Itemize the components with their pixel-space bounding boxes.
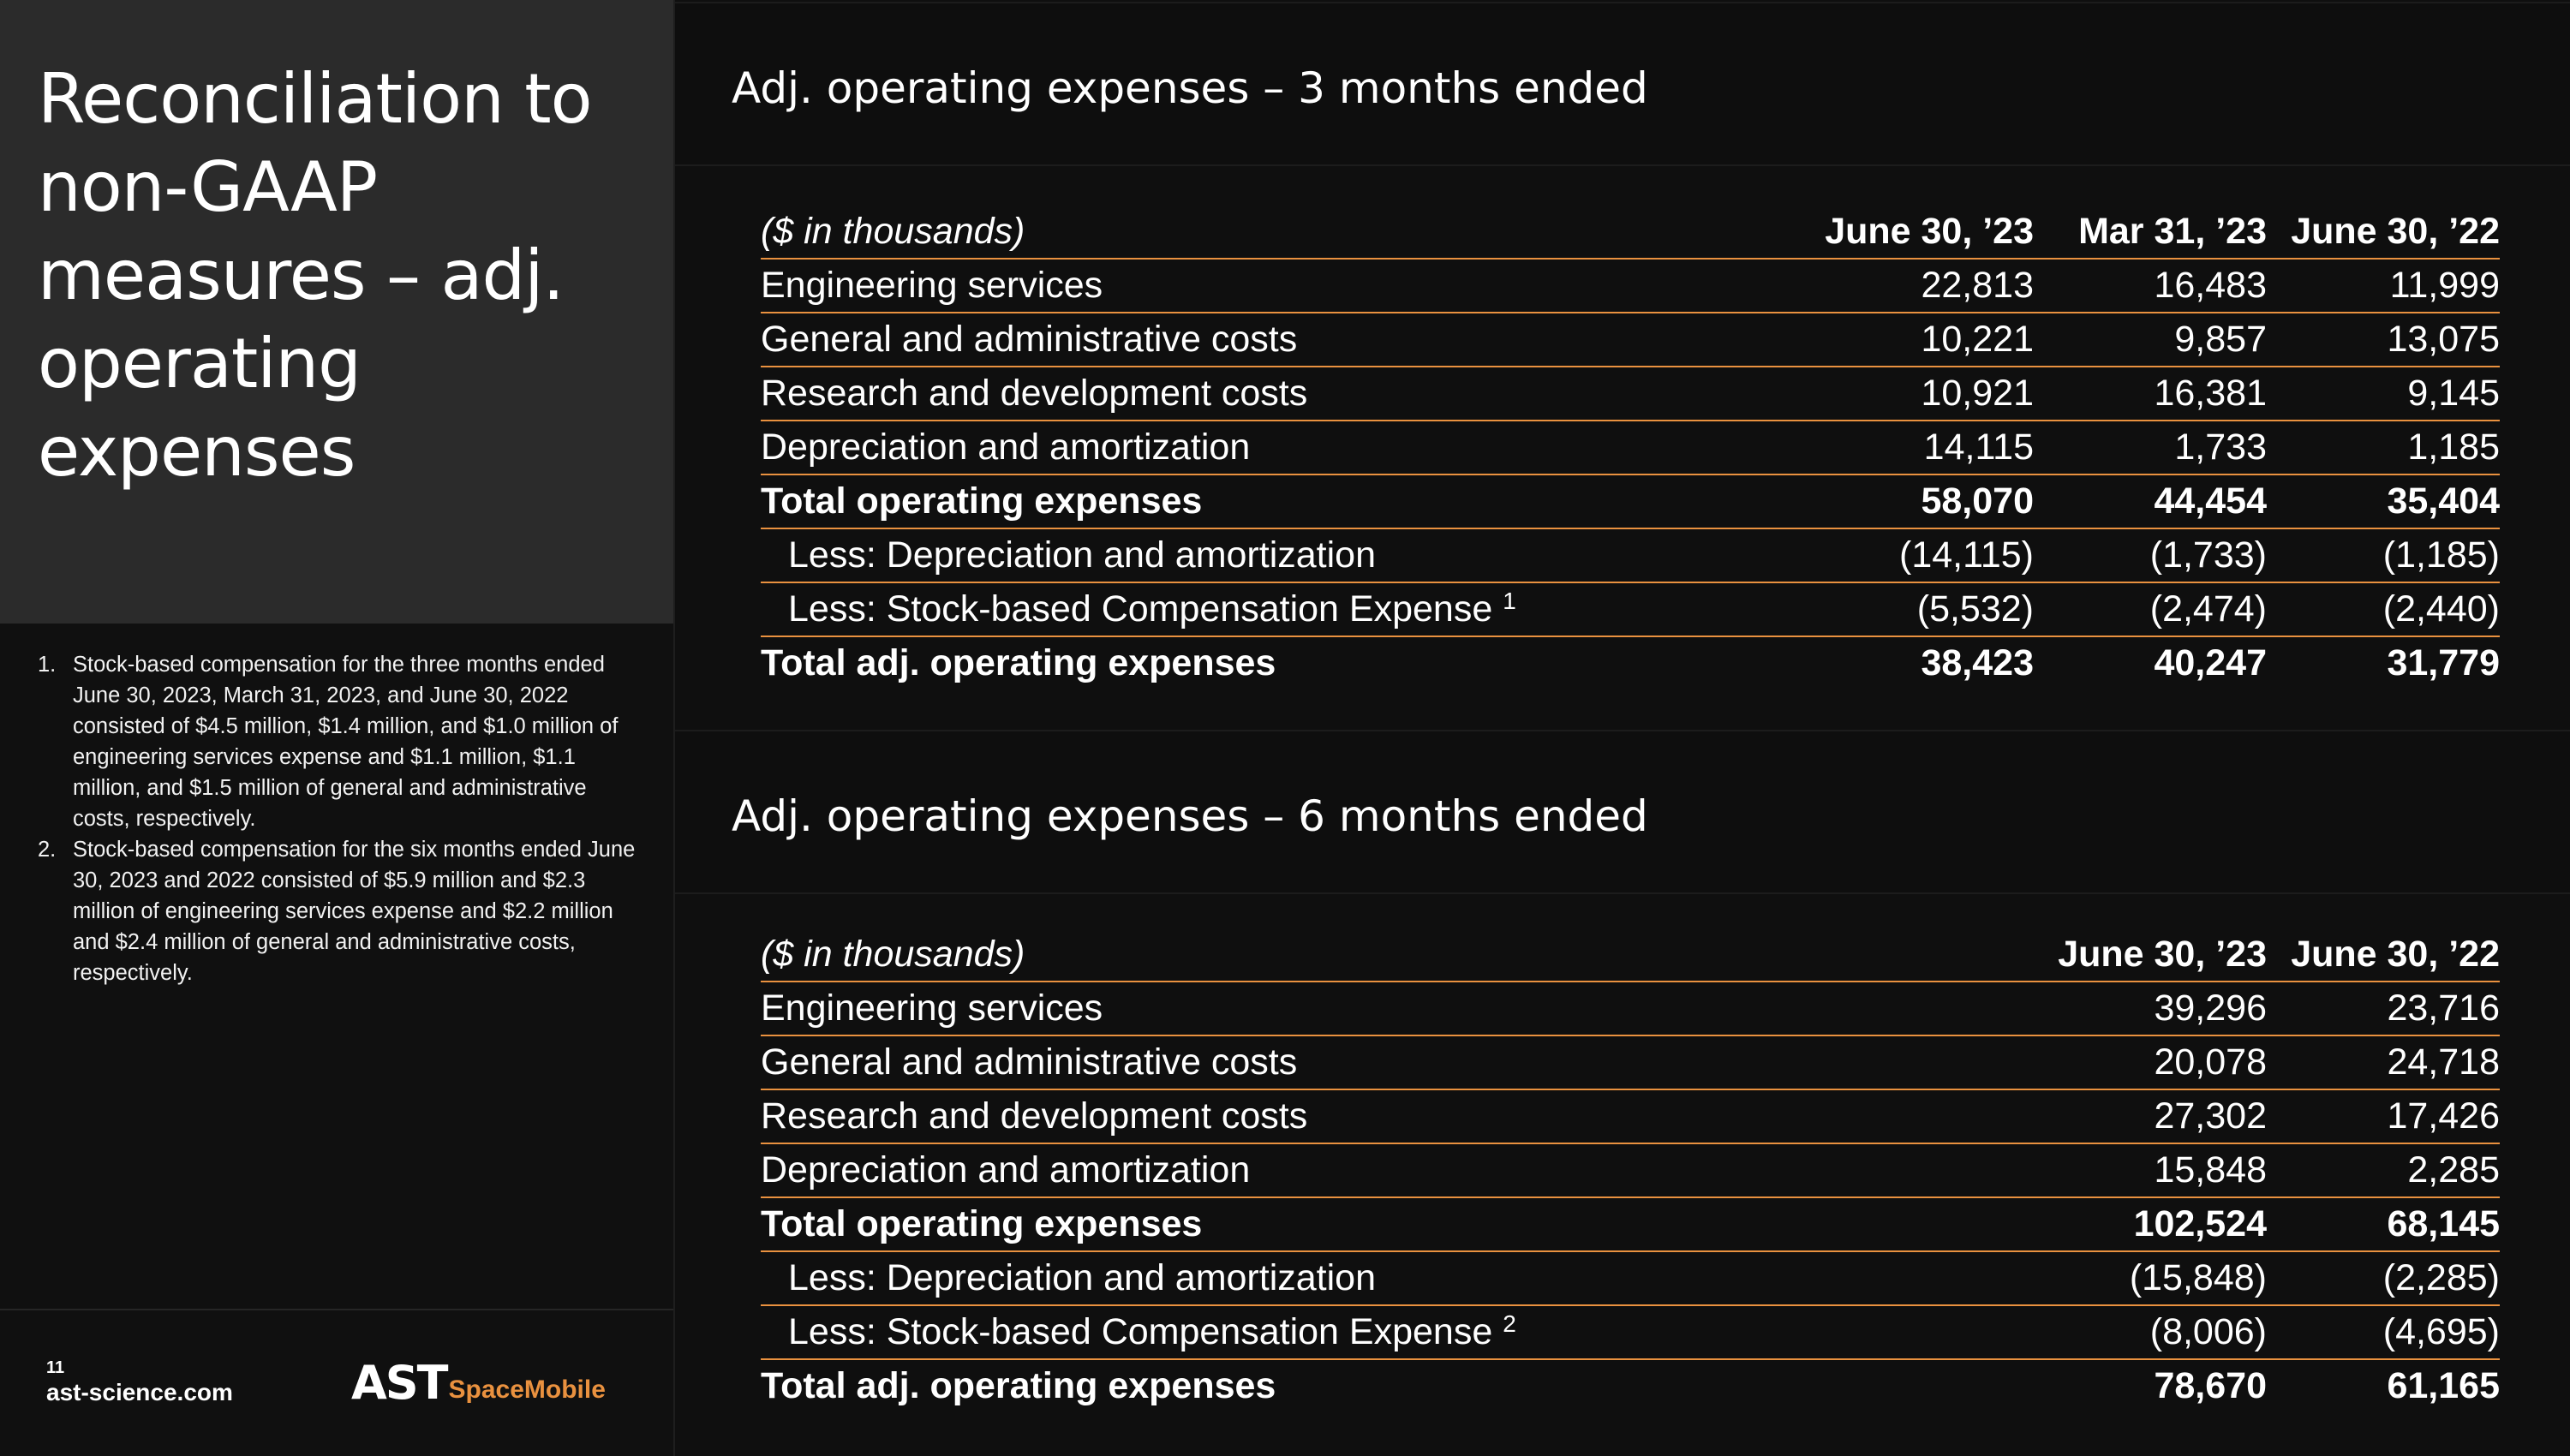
row-label: Less: Stock-based Compensation Expense [788,588,1493,630]
table-header-row [761,928,2500,982]
row-label: General and administrative costs [761,313,1801,367]
logo-sub-text: SpaceMobile [448,1375,606,1404]
row-label: Less: Depreciation and amortization [761,528,1801,582]
table-row-total [761,636,2500,689]
cell-value: 15,848 [2034,1143,2267,1197]
cell-value: (5,532) [1801,582,2034,636]
cell-value: 9,857 [2034,313,2267,367]
footnote-number: 2. [38,838,57,862]
section-heading: Adj. operating expenses – 6 months ended [732,791,1648,841]
cell-value: 14,115 [1801,421,2034,474]
cell-value: (14,115) [1801,528,2034,582]
sidebar-divider [0,1309,673,1310]
cell-value: 68,145 [2267,1197,2500,1251]
table-row [761,528,2500,582]
cell-value: 2,285 [2267,1143,2500,1197]
cell-value: 16,381 [2034,367,2267,421]
cell-value: 61,165 [2387,1365,2500,1406]
table-row [761,1089,2500,1143]
table-row [761,1143,2500,1197]
table-row [761,421,2500,474]
footnote-ref: 2 [1503,1310,1516,1337]
cell-value: 1,185 [2267,421,2500,474]
column-header: June 30, ’22 [2267,206,2500,259]
table-row [761,1305,2500,1359]
unit-label: ($ in thousands) [761,206,1801,259]
row-label: Depreciation and amortization [761,421,1801,474]
row-label: Engineering services [761,259,1801,313]
footnotes [38,649,637,988]
table-3-months [761,206,2500,689]
cell-value: 35,404 [2267,474,2500,528]
cell-value: 16,483 [2034,259,2267,313]
table-row-total [761,1359,2500,1412]
cell-value: 13,075 [2267,313,2500,367]
sidebar [0,0,675,1456]
row-label: General and administrative costs [761,1035,2034,1089]
cell-value: (2,474) [2034,582,2267,636]
cell-value: 58,070 [1801,474,2034,528]
cell-value: 102,524 [2034,1197,2267,1251]
cell-value: 20,078 [2034,1035,2267,1089]
column-header: Mar 31, ’23 [2034,206,2267,259]
unit-label: ($ in thousands) [761,928,2034,982]
row-label-cell [761,582,1801,636]
cell-value: 38,423 [1921,642,2034,683]
row-label: Engineering services [761,982,2034,1035]
table-row [761,313,2500,367]
cell-value: 27,302 [2034,1089,2267,1143]
section-heading: Adj. operating expenses – 3 months ended [732,63,1648,113]
cell-value: 11,999 [2267,259,2500,313]
cell-value: (2,285) [2267,1251,2500,1305]
slide-title: Reconciliation to non-GAAP measures – adj. operating expenses [38,59,592,492]
cell-value: (1,733) [2034,528,2267,582]
cell-value: 40,247 [2154,642,2267,683]
row-label-cell [761,1305,2034,1359]
cell-value: 1,733 [2034,421,2267,474]
row-label: Depreciation and amortization [761,1143,2034,1197]
table-row [761,259,2500,313]
table-row [761,582,2500,636]
ast-spacemobile-logo [351,1356,606,1410]
column-header: June 30, ’23 [2034,928,2267,982]
cell-value: 31,779 [2387,642,2500,683]
cell-value: 17,426 [2267,1089,2500,1143]
table-row [761,367,2500,421]
row-label: Research and development costs [761,1089,2034,1143]
footnote-text: Stock-based compensation for the three months ended June 30, 2023, March 31, 2023, and June 30, 2022 consisted of $4.5 million, $1.4 million, and $1.0 million of engineering services expense and $1.1 million, $1.1 million, and $1.5 million of general and administrative costs, respectively. [73,653,619,831]
footnote-number: 1. [38,653,57,677]
column-header: June 30, ’22 [2267,928,2500,982]
cell-value: 44,454 [2034,474,2267,528]
logo-main-text: AST [351,1356,447,1410]
cell-value: (8,006) [2034,1305,2267,1359]
cell-value: 9,145 [2267,367,2500,421]
table-row-total [761,1197,2500,1251]
footnote-1 [38,649,637,834]
title-panel [0,0,673,624]
table-row-total [761,474,2500,528]
website-link[interactable]: ast-science.com [46,1379,233,1405]
section-header-6-months [675,730,2570,894]
cell-value: 22,813 [1801,259,2034,313]
row-label: Total adj. operating expenses [761,642,1276,683]
page-number: 11 [46,1358,65,1377]
table-row [761,1035,2500,1089]
table-row [761,982,2500,1035]
row-label: Total operating expenses [761,474,1801,528]
table-row [761,1251,2500,1305]
column-header: June 30, ’23 [1801,206,2034,259]
cell-value: (4,695) [2267,1305,2500,1359]
footnote-text: Stock-based compensation for the six months ended June 30, 2023 and 2022 consisted of $5.9 million and $2.3 million of engineering services expense and $2.2 million and $2.4 million of general and administrative costs, respectively. [73,838,636,985]
cell-value: 10,921 [1801,367,2034,421]
section-header-3-months [675,2,2570,166]
cell-value: 39,296 [2034,982,2267,1035]
footnote-2 [38,834,637,988]
footnote-ref: 1 [1503,588,1516,614]
cell-value: (2,440) [2267,582,2500,636]
cell-value: 24,718 [2267,1035,2500,1089]
cell-value: (15,848) [2034,1251,2267,1305]
row-label: Less: Stock-based Compensation Expense [788,1311,1493,1352]
table-6-months [761,928,2500,1412]
cell-value: (1,185) [2267,528,2500,582]
row-label: Research and development costs [761,367,1801,421]
row-label: Less: Depreciation and amortization [761,1251,2034,1305]
cell-value: 10,221 [1801,313,2034,367]
cell-value: 23,716 [2267,982,2500,1035]
row-label: Total adj. operating expenses [761,1365,1276,1406]
row-label: Total operating expenses [761,1197,2034,1251]
cell-value: 78,670 [2154,1365,2267,1406]
table-header-row [761,206,2500,259]
